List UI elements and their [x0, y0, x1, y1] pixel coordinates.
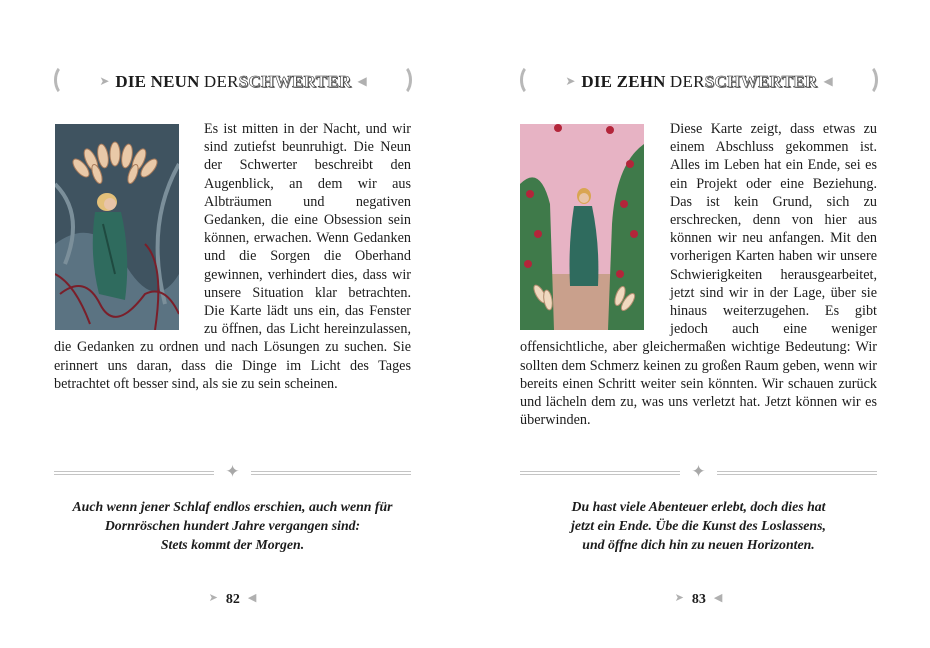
arrow-left-ornament-icon: ◀	[247, 591, 257, 604]
page-number-value: 83	[691, 592, 706, 607]
left-bracket-ornament	[54, 64, 76, 96]
star-ornament-icon: ✦	[225, 462, 240, 482]
left-divider	[54, 463, 411, 483]
right-quote	[520, 497, 877, 554]
right-body-text	[520, 120, 877, 429]
quote-line: Dornröschen hundert Jahre vergangen sind:	[104, 518, 361, 533]
arrow-left-ornament-icon: ◀	[713, 591, 723, 604]
right-title-row	[520, 64, 878, 98]
card-float-spacer	[54, 120, 204, 328]
arrow-right-ornament-icon: ➤	[565, 74, 576, 88]
right-bracket-ornament	[390, 64, 412, 96]
quote-line: Stets kommt der Morgen.	[160, 537, 305, 552]
divider-line	[717, 471, 877, 475]
left-bracket-ornament	[520, 64, 542, 96]
arrow-right-ornament-icon: ➤	[208, 591, 218, 604]
right-body-content: Diese Karte zeigt, dass etwas zu einem Abschluss gekommen ist. Alles im Leben hat ein Ende, sei es ein Projekt oder eine Beziehung. Das ist kein Grund, sich zu erschrecken, denn von hier aus können wir neu anfangen. Mit den vorherigen Karten haben wir unsere Schwierigkeiten herausgearbeitet, jetzt sind wir in der Lage, über sie hinaus weiterzugehen. Es gibt jedoch auch eine weniger offensichtliche, aber gleichermaßen wichtige Bedeutung: Wir sollten dem Schmerz keinen zu großen Raum geben, wenn wir bereits einen Schritt weiter sein könnten. Wir schauen zurück und lächeln dem zu, was uns verletzt hat. Jetzt können wir es überwinden.	[520, 121, 877, 429]
right-divider	[520, 463, 877, 483]
title-part-3: SCHWERTER	[704, 72, 818, 91]
arrow-left-ornament-icon: ◀	[823, 74, 833, 88]
left-title-row	[54, 64, 412, 98]
right-page	[465, 0, 930, 648]
title-part-1: DIE NEUN	[115, 72, 200, 91]
star-ornament-icon: ✦	[691, 462, 706, 482]
card-float-spacer	[520, 120, 670, 328]
quote-line: und öffne dich hin zu neuen Horizonten.	[582, 537, 815, 552]
left-page-title	[82, 70, 384, 93]
quote-line: Auch wenn jener Schlaf endlos erschien, auch wenn für	[72, 499, 393, 514]
title-part-2: DER	[203, 72, 239, 91]
page-number-value: 82	[225, 592, 240, 607]
right-page-title	[548, 70, 850, 93]
arrow-right-ornament-icon: ➤	[674, 591, 684, 604]
arrow-left-ornament-icon: ◀	[357, 74, 367, 88]
right-bracket-ornament	[856, 64, 878, 96]
divider-line	[54, 471, 214, 475]
quote-line: Du hast viele Abenteuer erlebt, doch dies hat	[571, 499, 826, 514]
title-part-3: SCHWERTER	[238, 72, 352, 91]
left-quote	[54, 497, 411, 554]
divider-line	[520, 471, 680, 475]
title-part-2: DER	[669, 72, 705, 91]
title-part-1: DIE ZEHN	[581, 72, 666, 91]
divider-line	[251, 471, 411, 475]
left-page-number	[54, 589, 411, 609]
right-page-number	[520, 589, 877, 609]
arrow-right-ornament-icon: ➤	[99, 74, 110, 88]
quote-line: jetzt ein Ende. Übe die Kunst des Loslassens,	[571, 518, 826, 533]
left-body-content: Es ist mitten in der Nacht, und wir sind zutiefst beunruhigt. Die Neun der Schwerter beschreibt den Augenblick, an dem wir aus Albträumen und negativen Gedanken, die eine Obsession sein können, erwachen. Wenn Gedanken und die Sorgen die Oberhand gewinnen, verhindert dies, dass wir unsere Situation klar betrachten. Die Karte lädt uns ein, das Fenster zu öffnen, das Licht hereinzulassen, die Gedanken zu ordnen und nach Lösungen zu suchen. Sie erinnert uns daran, dass die Dinge im Licht des Tages betrachtet oft besser sind, als sie zu sein scheinen.	[54, 121, 411, 392]
left-body-text	[54, 120, 411, 393]
